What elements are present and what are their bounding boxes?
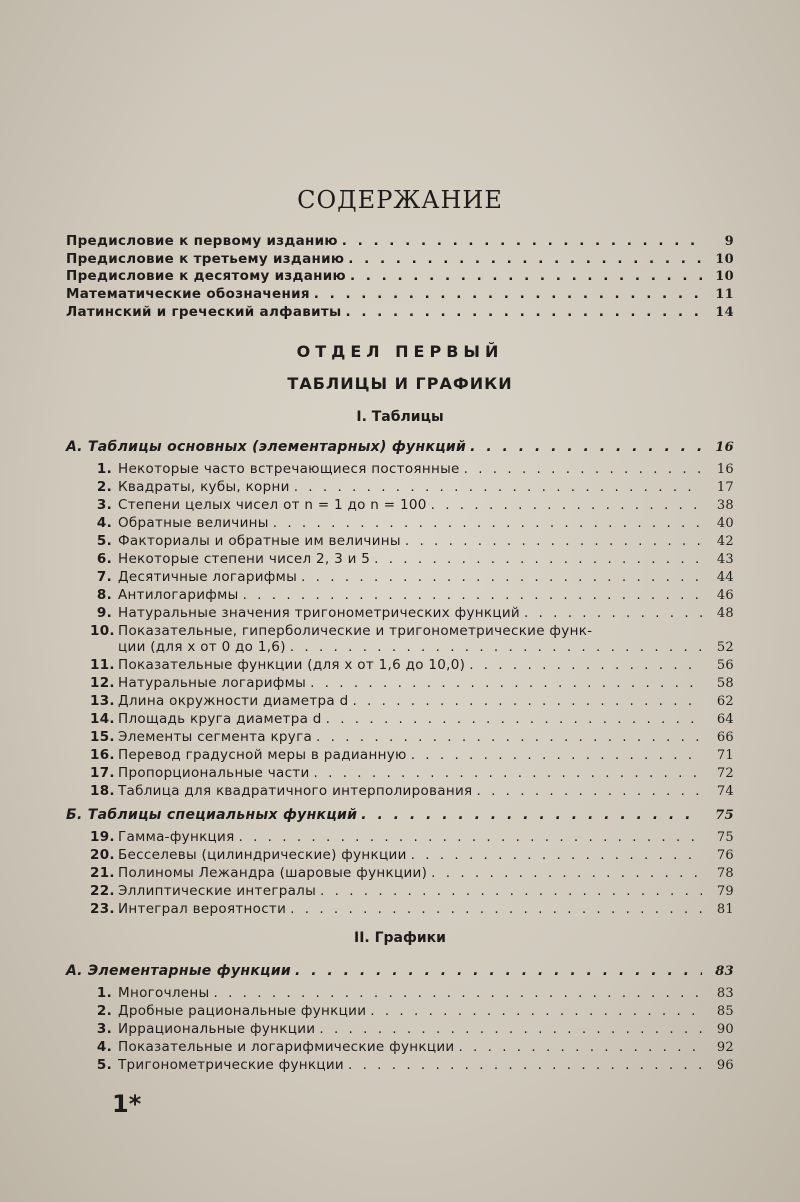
toc-item: 4. Показательные и логарифмические функции . . . 92 xyxy=(90,1041,734,1055)
toc-item: 3. Степени целых чисел от n = 1 до n = 100 . . . 38 xyxy=(90,499,734,513)
subsection-graphs-heading: II. Графики xyxy=(353,930,446,946)
toc-group-a-tables: А. Таблицы основных (элементарных) функций . . . 16 xyxy=(66,440,734,454)
section-title: ТАБЛИЦЫ И ГРАФИКИ xyxy=(287,374,513,393)
toc-item: 9. Натуральные значения тригонометрических функций . . . 48 xyxy=(90,607,734,621)
toc-item: 13. Длина окружности диаметра d . . . 62 xyxy=(90,695,734,709)
toc-entry-alphabets: Латинский и греческий алфавиты . . . 14 xyxy=(66,306,734,320)
page-title: СОДЕРЖАНИЕ xyxy=(297,186,503,214)
toc-group-b-tables: Б. Таблицы специальных функций . . . 75 xyxy=(66,808,734,822)
toc-item: 1. Некоторые часто встречающиеся постоянные . . . 16 xyxy=(90,463,734,477)
toc-item: 7. Десятичные логарифмы . . . 44 xyxy=(90,571,734,585)
part-title: ОТДЕЛ ПЕРВЫЙ xyxy=(296,342,504,361)
toc-item: 12. Натуральные логарифмы . . . 58 xyxy=(90,677,734,691)
toc-item: 19. Гамма-функция . . . 75 xyxy=(90,831,734,845)
toc-item: 2. Квадраты, кубы, корни . . . 17 xyxy=(90,481,734,495)
toc-group-a-graphs: А. Элементарные функции . . . 83 xyxy=(66,964,734,978)
signature-mark: 1* xyxy=(112,1090,142,1118)
toc-item: 1. Многочлены . . . 83 xyxy=(90,987,734,1001)
toc-item: 16. Перевод градусной меры в радианную . . . 71 xyxy=(90,749,734,763)
toc-item: 5. Тригонометрические функции . . . 96 xyxy=(90,1059,734,1073)
toc-item: 22. Эллиптические интегралы . . . 79 xyxy=(90,885,734,899)
toc-entry-preface-10: Предисловие к десятому изданию . . . 10 xyxy=(66,270,734,284)
toc-item: 20. Бесселевы (цилиндрические) функции . . . 76 xyxy=(90,849,734,863)
toc-item: 23. Интеграл вероятности . . . 81 xyxy=(90,903,734,917)
toc-item: 5. Факториалы и обратные им величины . . . 42 xyxy=(90,535,734,549)
toc-item-continuation: ции (для x от 0 до 1,6) . . . 52 xyxy=(118,641,734,655)
toc-item: 6. Некоторые степени чисел 2, 3 и 5 . . . 43 xyxy=(90,553,734,567)
toc-item: 15. Элементы сегмента круга . . . 66 xyxy=(90,731,734,745)
toc-item: 21. Полиномы Лежандра (шаровые функции) . . . 78 xyxy=(90,867,734,881)
toc-item: 8. Антилогарифмы . . . 46 xyxy=(90,589,734,603)
toc-item: 4. Обратные величины . . . 40 xyxy=(90,517,734,531)
toc-item: 14. Площадь круга диаметра d . . . 64 xyxy=(90,713,734,727)
toc-entry-preface-3: Предисловие к третьему изданию . . . 10 xyxy=(66,253,734,267)
toc-entry-notation: Математические обозначения . . . 11 xyxy=(66,288,734,302)
toc-entry-preface-1: Предисловие к первому изданию . . . 9 xyxy=(66,235,734,249)
toc-item: 17. Пропорциональные части . . . 72 xyxy=(90,767,734,781)
toc-item: 11. Показательные функции (для x от 1,6 до 10,0) . . . 56 xyxy=(90,659,734,673)
toc-item: 18. Таблица для квадратичного интерполирования . . . 74 xyxy=(90,785,734,799)
toc-item: 10. Показательные, гиперболические и тригонометрические функ- xyxy=(90,623,593,639)
toc-item: 3. Иррациональные функции . . . 90 xyxy=(90,1023,734,1037)
toc-item: 2. Дробные рациональные функции . . . 85 xyxy=(90,1005,734,1019)
subsection-tables-heading: I. Таблицы xyxy=(356,409,444,425)
